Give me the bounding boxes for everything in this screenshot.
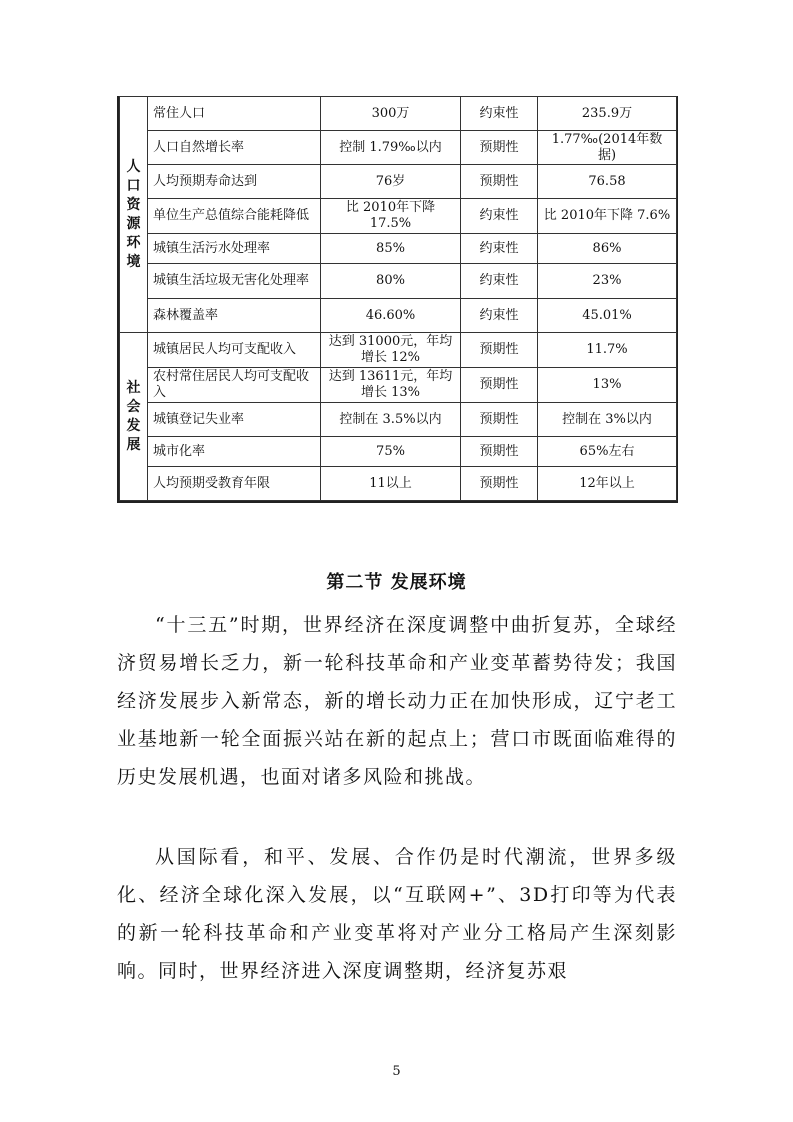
actual-value: 比 2010年下降 7.6% — [538, 199, 677, 234]
indicator-type: 约束性 — [461, 264, 538, 299]
table-row — [120, 467, 677, 501]
target-value: 11以上 — [321, 467, 461, 501]
group-label-population-environment: 人 口 资 源 环 境 — [120, 97, 148, 333]
indicator-table — [117, 96, 678, 503]
indicator-name: 森林覆盖率 — [148, 299, 321, 333]
indicator-name: 单位生产总值综合能耗降低 — [148, 199, 321, 234]
indicator-type: 预期性 — [461, 333, 538, 368]
page-number: 5 — [392, 1064, 401, 1079]
indicator-name: 城镇生活污水处理率 — [148, 234, 321, 264]
target-value: 75% — [321, 437, 461, 467]
indicator-name: 人均预期寿命达到 — [148, 165, 321, 199]
target-value: 80% — [321, 264, 461, 299]
indicator-type: 约束性 — [461, 299, 538, 333]
target-value: 达到 31000元，年均增长 12% — [321, 333, 461, 368]
table-row — [120, 333, 677, 368]
indicator-name: 农村常住居民人均可支配收入 — [148, 368, 321, 403]
indicator-name: 常住人口 — [148, 97, 321, 131]
indicator-type: 约束性 — [461, 199, 538, 234]
table-row — [120, 264, 677, 299]
body-paragraph: 从国际看，和平、发展、合作仍是时代潮流，世界多级化、经济全球化深入发展，以“互联网+”、3D打印等为代表的新一轮科技革命和产业变革将对产业分工格局产生深刻影响。同时，世界经济进入深度调整期，经济复苏艰 — [117, 846, 677, 982]
actual-value: 控制在 3%以内 — [538, 403, 677, 437]
indicator-name: 人均预期受教育年限 — [148, 467, 321, 501]
indicator-type: 约束性 — [461, 234, 538, 264]
indicator-type: 预期性 — [461, 467, 538, 501]
body-paragraph: “十三五”时期，世界经济在深度调整中曲折复苏，全球经济贸易增长乏力，新一轮科技革命和产业变革蓄势待发；我国经济发展步入新常态，新的增长动力正在加快形成，辽宁老工业基地新一轮全面振兴站在新的起点上；营口市既面临难得的历史发展机遇，也面对诸多风险和挑战。 — [117, 614, 677, 788]
indicator-type: 预期性 — [461, 368, 538, 403]
indicator-name: 城市化率 — [148, 437, 321, 467]
target-value: 达到 13611元，年均增长 13% — [321, 368, 461, 403]
indicator-type: 预期性 — [461, 131, 538, 165]
indicator-name: 人口自然增长率 — [148, 131, 321, 165]
table-row — [120, 199, 677, 234]
actual-value: 65%左右 — [538, 437, 677, 467]
actual-value: 1.77‰(2014年数据) — [538, 131, 677, 165]
actual-value: 76.58 — [538, 165, 677, 199]
indicator-type: 预期性 — [461, 403, 538, 437]
table-row — [120, 368, 677, 403]
indicator-name: 城镇登记失业率 — [148, 403, 321, 437]
table-row — [120, 165, 677, 199]
section-heading: 第二节 发展环境 — [326, 572, 467, 593]
table-row — [120, 437, 677, 467]
group-label-social-development: 社 会 发 展 — [120, 333, 148, 501]
target-value: 比 2010年下降 17.5% — [321, 199, 461, 234]
actual-value: 23% — [538, 264, 677, 299]
table-row — [120, 403, 677, 437]
target-value: 85% — [321, 234, 461, 264]
table-row — [120, 234, 677, 264]
table-row — [120, 299, 677, 333]
table-row — [120, 97, 677, 131]
target-value: 300万 — [321, 97, 461, 131]
indicator-type: 预期性 — [461, 165, 538, 199]
actual-value: 45.01% — [538, 299, 677, 333]
actual-value: 13% — [538, 368, 677, 403]
actual-value: 12年以上 — [538, 467, 677, 501]
indicator-name: 城镇居民人均可支配收入 — [148, 333, 321, 368]
actual-value: 86% — [538, 234, 677, 264]
indicator-type: 约束性 — [461, 97, 538, 131]
actual-value: 11.7% — [538, 333, 677, 368]
target-value: 控制在 3.5%以内 — [321, 403, 461, 437]
target-value: 46.60% — [321, 299, 461, 333]
table-row — [120, 131, 677, 165]
target-value: 76岁 — [321, 165, 461, 199]
actual-value: 235.9万 — [538, 97, 677, 131]
indicator-type: 预期性 — [461, 437, 538, 467]
indicator-name: 城镇生活垃圾无害化处理率 — [148, 264, 321, 299]
target-value: 控制 1.79‰以内 — [321, 131, 461, 165]
